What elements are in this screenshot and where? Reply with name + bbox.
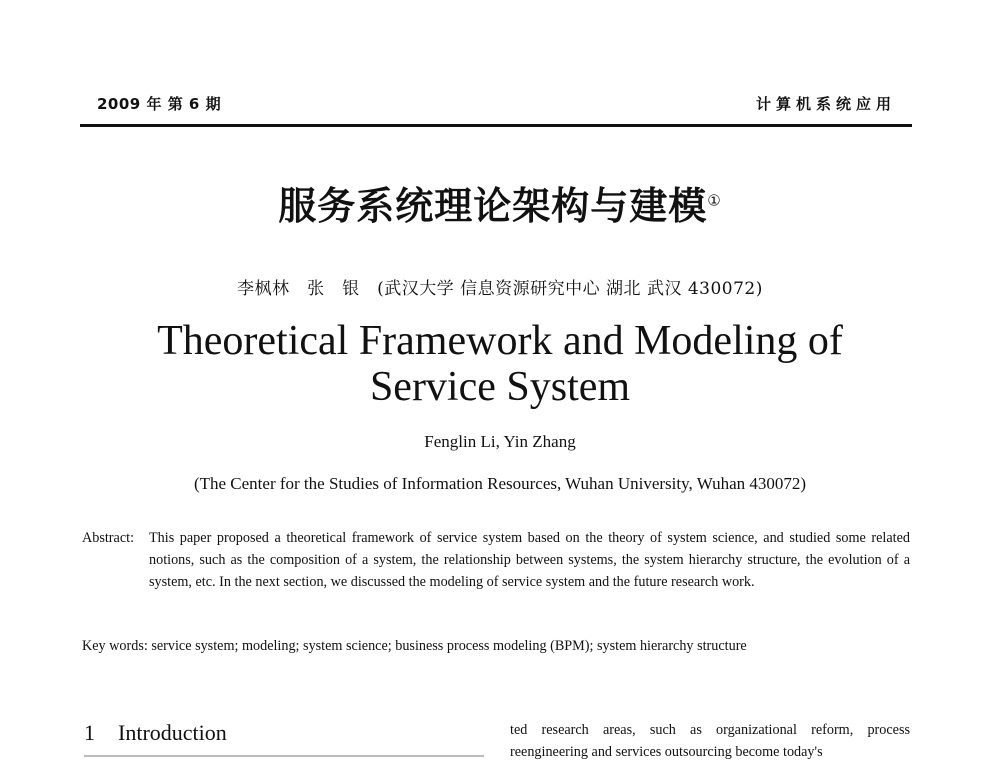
footnote-mark: ① — [707, 191, 722, 210]
english-title-line2: Service System — [369, 364, 631, 410]
chinese-title — [0, 175, 1000, 230]
right-column-text: ted research areas, such as organizational reform, process reengineering and services outsourcing become today's — [510, 722, 910, 760]
journal-name: 计算机系统应用 — [755, 95, 896, 113]
chinese-title-text: 服务系统理论架构与建模 — [278, 184, 708, 228]
header-rule — [80, 124, 912, 127]
english-title — [0, 318, 1000, 410]
abstract-label: Abstract: — [82, 530, 135, 546]
abstract-text: This paper proposed a theoretical framework of service system based on the theory of system science, and studied some related notions, such as the composition of a system, the relationship between systems, the system hierarchy structure, the evolution of a system, etc. In the next section, we discussed the modeling of service system and the future research work. — [149, 530, 910, 590]
english-affiliation: (The Center for the Studies of Information Resources, Wuhan University, Wuhan 430072) — [193, 474, 807, 493]
section-heading — [84, 720, 227, 746]
english-authors: Fenglin Li, Yin Zhang — [424, 432, 576, 451]
english-title-line1: Theoretical Framework and Modeling of — [157, 318, 843, 364]
issue-label: 2009 年 第 6 期 — [97, 95, 222, 113]
section-title: Introduction — [118, 720, 227, 745]
chinese-authors: 李枫林 张 银 (武汉大学 信息资源研究中心 湖北 武汉 430072) — [237, 279, 763, 299]
left-column-cutoff — [84, 751, 484, 760]
keywords: Key words: service system; modeling; system science; business process modeling (BPM); system hierarchy structure — [82, 638, 747, 654]
section-number: 1 — [84, 720, 95, 745]
abstract — [82, 527, 910, 593]
